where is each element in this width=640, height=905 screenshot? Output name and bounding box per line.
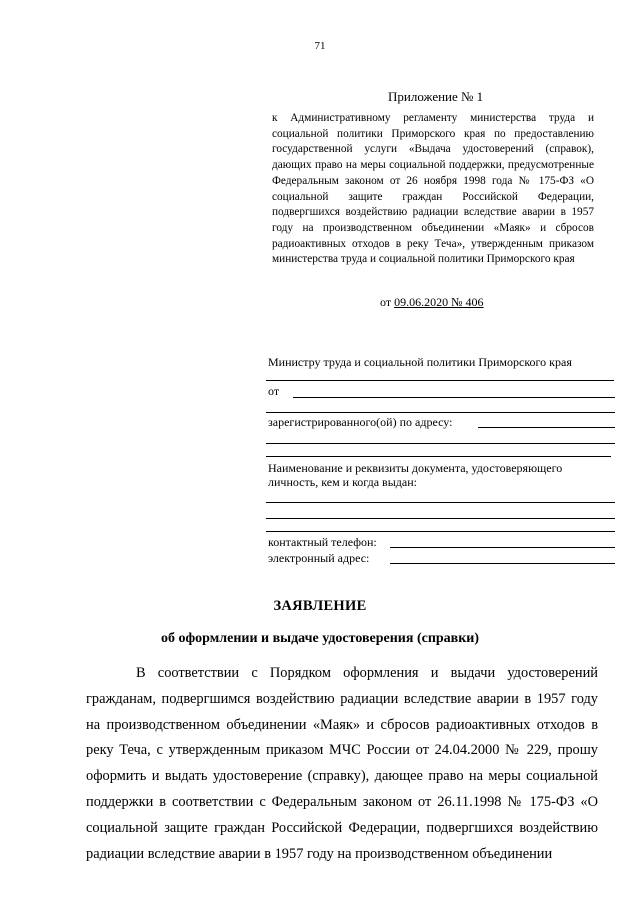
document-label-line1: Наименование и реквизиты документа, удостоверяющего (268, 461, 563, 475)
document-label-line2: личность, кем и когда выдан: (268, 475, 417, 489)
appendix-date-prefix: от (380, 295, 395, 309)
address-line-3[interactable] (266, 456, 611, 457)
document-line-1[interactable] (266, 502, 615, 503)
statement-title: ЗАЯВЛЕНИЕ (273, 598, 367, 614)
statement-subtitle: об оформлении и выдаче удостоверения (справки) (160, 631, 480, 646)
page-number: 71 (314, 40, 326, 52)
statement-paragraph: В соответствии с Порядком оформления и выдачи удостоверений гражданам, подвергшимся воздействию радиации вследствие аварии в 1957 году на производственном объединении «Маяк» и сбросов радиоактивных отходов в реку Теча, с утвержденным приказом МЧС России от 24.04.2000 № 229, прошу оформить и выдать удостоверение (справку), дающее право на меры социальной поддержки в соответствии с Федеральным законом от 26.11.1998 № 175-ФЗ «О социальной защите граждан Российской Федерации, подвергшихся воздействию радиации вследствие аварии в 1957 году на производственном объединении (86, 665, 598, 862)
addressee-line (266, 380, 614, 381)
from-label: от (268, 384, 280, 398)
email-line[interactable] (390, 563, 615, 564)
from-line[interactable] (293, 397, 615, 398)
document-line-2[interactable] (266, 518, 615, 519)
phone-label: контактный телефон: (268, 535, 377, 549)
appendix-date-value: 09.06.2020 № 406 (394, 295, 484, 309)
appendix-title: Приложение № 1 (388, 89, 484, 104)
phone-line[interactable] (390, 547, 615, 548)
document-line-3[interactable] (266, 531, 615, 532)
address-line-1[interactable] (478, 427, 615, 428)
addressee-text: Министру труда и социальной политики Приморского края (268, 355, 572, 369)
registered-label: зарегистрированного(ой) по адресу: (268, 415, 453, 429)
appendix-date (380, 295, 484, 310)
address-line-2[interactable] (266, 443, 615, 444)
appendix-body: к Административному регламенту министерства труда и социальной политики Приморского края по предоставлению государственной услуги «Выдача удостоверений (справок), дающих право на меры социальной поддержки, предусмотренные Федеральным законом от 26 ноября 1998 года № 175-ФЗ «О социальной защите граждан Российской Федерации, подвергшихся воздействию радиации вследствие аварии в 1957 году на производственном объединении «Маяк» и сбросов радиоактивных отходов в реку Теча», утвержденным приказом министерства труда и социальной политики Приморского края (272, 112, 594, 266)
email-label: электронный адрес: (268, 551, 370, 565)
from-line-2[interactable] (266, 412, 615, 413)
